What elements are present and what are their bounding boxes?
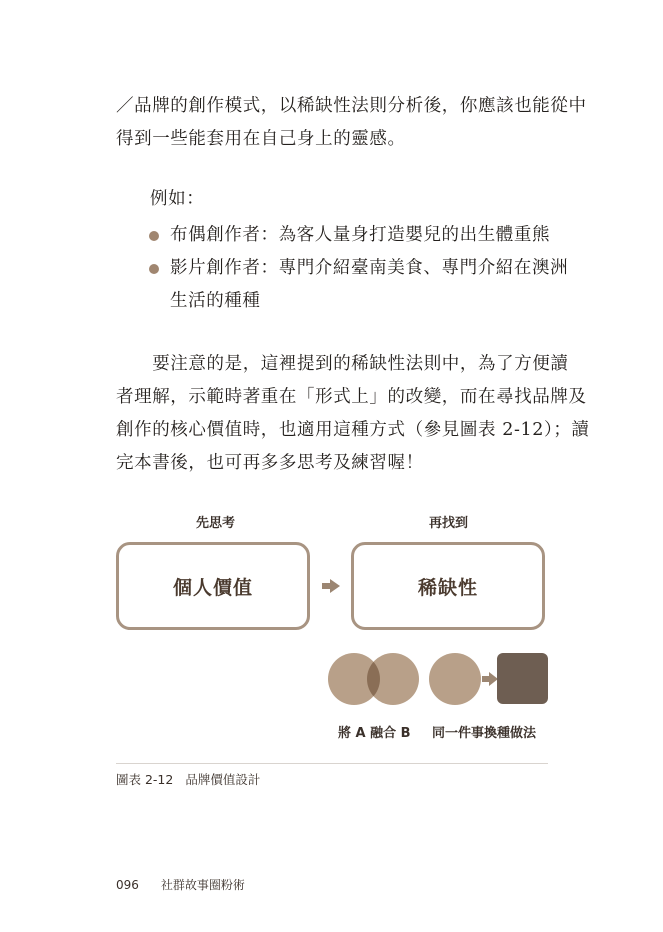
list-item: [146, 219, 566, 252]
note-paragraph: [116, 348, 590, 480]
figure-number: 圖表 2-12: [116, 772, 174, 787]
merge-caption: 將 A 融合 B: [338, 726, 411, 741]
divider: [116, 763, 548, 764]
text-line: 完本書後，也可再多多思考及練習喔！: [116, 453, 424, 473]
text-line: 得到一些能套用在自己身上的靈感。: [116, 129, 406, 149]
intro-paragraph: [116, 90, 587, 156]
text-line: 影片創作者：專門介紹臺南美食、專門介紹在澳洲: [170, 258, 569, 278]
arrow-right-icon: [321, 578, 341, 594]
scarcity-box: [351, 542, 545, 630]
example-heading: 例如：: [150, 189, 205, 209]
page-footer: [116, 876, 245, 893]
square-icon: [497, 653, 549, 705]
list-item: [146, 252, 569, 318]
figure-caption: [116, 770, 260, 788]
swap-caption: 同一件事換種做法: [432, 726, 537, 741]
text-line: 創作的核心價值時，也適用這種方式（參見圖表 2-12）；讀: [116, 420, 590, 440]
page-number: 096: [116, 878, 139, 892]
circle-icon: [428, 652, 482, 706]
bullet-dot-icon: [149, 231, 159, 241]
personal-value-box: [116, 542, 310, 630]
text-line: 要注意的是，這裡提到的稀缺性法則中，為了方便讀: [116, 354, 569, 374]
book-title: 社群故事圈粉術: [160, 878, 245, 892]
step2-label: 再找到: [429, 516, 469, 531]
text-line: 生活的種種: [170, 291, 261, 311]
bullet-dot-icon: [149, 264, 159, 274]
text-line: ／品牌的創作模式，以稀缺性法則分析後，你應該也能從中: [116, 96, 587, 116]
text-line: 布偶創作者：為客人量身打造嬰兒的出生體重熊: [170, 225, 551, 245]
text-line: 者理解，示範時著重在「形式上」的改變，而在尋找品牌及: [116, 387, 587, 407]
box-text: 個人價值: [172, 576, 253, 599]
example-list: [146, 219, 569, 318]
step1-label: 先思考: [196, 516, 236, 531]
figure-title: 品牌價值設計: [185, 772, 261, 787]
venn-merge-icon: [328, 652, 420, 706]
box-text: 稀缺性: [417, 576, 478, 599]
